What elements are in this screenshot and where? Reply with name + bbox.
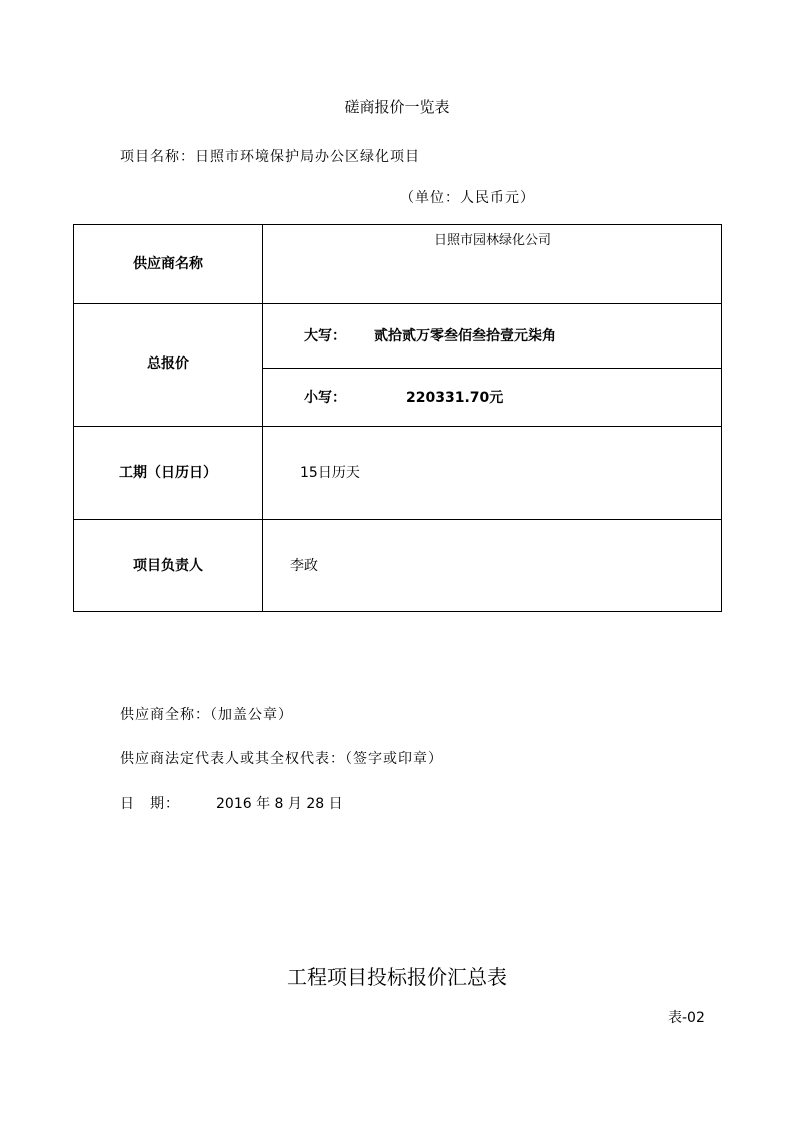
table-inner-row-divider xyxy=(262,368,721,369)
currency-unit: （单位：人民币元） xyxy=(400,190,535,206)
date-label: 日 期： xyxy=(120,796,180,812)
lowercase-amount: 220331.70元 xyxy=(406,390,504,406)
table-column-divider xyxy=(262,225,263,611)
manager-label: 项目负责人 xyxy=(133,558,203,574)
uppercase-label: 大写： xyxy=(304,328,346,344)
table-row-divider xyxy=(74,426,721,427)
form-number: 表-02 xyxy=(668,1010,705,1026)
supplier-name-label: 供应商名称 xyxy=(133,256,203,272)
quote-table xyxy=(73,224,722,612)
total-price-label: 总报价 xyxy=(147,356,189,372)
next-section-title: 工程项目投标报价汇总表 xyxy=(287,965,507,989)
document-title: 磋商报价一览表 xyxy=(344,98,450,116)
manager-value: 李政 xyxy=(290,558,318,574)
supplier-full-name: 供应商全称：（加盖公章） xyxy=(120,707,293,723)
supplier-name-value: 日照市园林绿化公司 xyxy=(433,233,551,248)
legal-representative: 供应商法定代表人或其全权代表：（签字或印章） xyxy=(120,751,443,767)
project-name: 项目名称：日照市环境保护局办公区绿化项目 xyxy=(120,149,420,165)
table-row-divider xyxy=(74,303,721,304)
lowercase-label: 小写： xyxy=(304,390,346,406)
uppercase-amount: 贰拾贰万零叁佰叁拾壹元柒角 xyxy=(374,328,556,344)
date-value: 2016 年 8 月 28 日 xyxy=(216,796,343,812)
table-row-divider xyxy=(74,519,721,520)
duration-label: 工期（日历日） xyxy=(119,465,217,481)
duration-value: 15日历天 xyxy=(300,465,360,481)
